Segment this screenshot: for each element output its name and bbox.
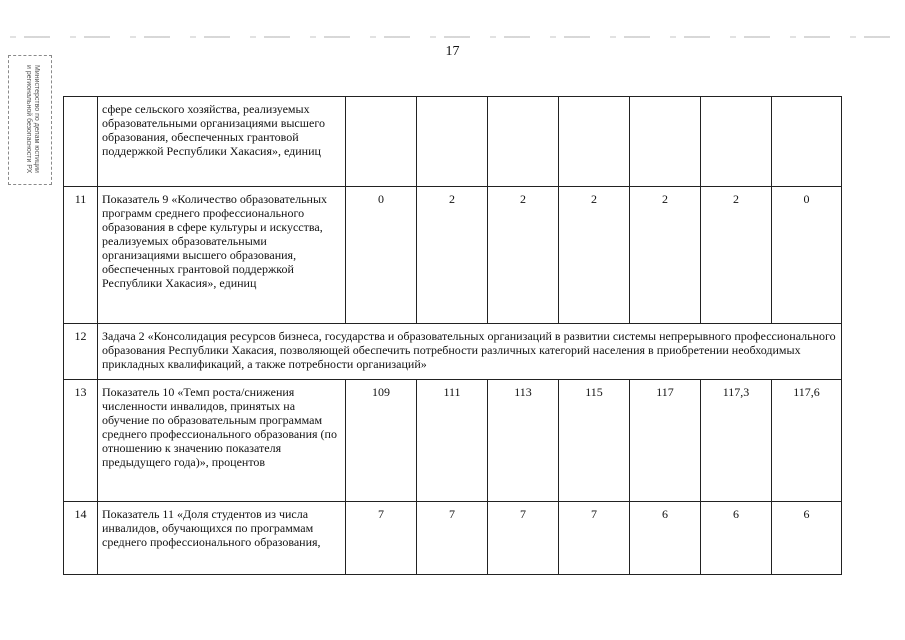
indicator-value: [559, 97, 630, 187]
row-number: 14: [64, 502, 98, 575]
indicator-description: Показатель 11 «Доля студентов из числа инвалидов, обучающихся по программам среднего профессионального образования,: [98, 502, 346, 575]
indicator-value: 0: [772, 187, 842, 324]
task-description: Задача 2 «Консолидация ресурсов бизнеса, государства и образовательных организаций в развитии системы непрерывного профессионального образования Республики Хакасия, позволяющей обеспечить потребности различных категорий населения в приобретении необходимых прикладных квалификаций, а также потребности организаций»: [98, 324, 842, 380]
indicator-value: 117: [630, 380, 701, 502]
indicator-value: [701, 97, 772, 187]
indicators-table: [63, 96, 842, 575]
indicator-value: [417, 97, 488, 187]
indicator-value: 6: [701, 502, 772, 575]
indicator-value: 2: [559, 187, 630, 324]
indicator-value: 2: [701, 187, 772, 324]
indicator-value: 115: [559, 380, 630, 502]
indicator-value: [346, 97, 417, 187]
indicator-value: 113: [488, 380, 559, 502]
table-row: [64, 324, 842, 380]
indicator-description: сфере сельского хозяйства, реализуемых образовательными организациями высшего образования, обеспеченных грантовой поддержкой Республики Хакасия», единиц: [98, 97, 346, 187]
indicator-value: 117,3: [701, 380, 772, 502]
indicator-value: [488, 97, 559, 187]
indicator-value: [630, 97, 701, 187]
indicator-value: 2: [417, 187, 488, 324]
indicator-value: 7: [559, 502, 630, 575]
indicator-value: 111: [417, 380, 488, 502]
row-number: 11: [64, 187, 98, 324]
indicator-value: 109: [346, 380, 417, 502]
table-row: [64, 380, 842, 502]
table-row: [64, 502, 842, 575]
indicator-value: 7: [346, 502, 417, 575]
table-row: [64, 187, 842, 324]
indicator-value: 2: [630, 187, 701, 324]
indicator-value: 2: [488, 187, 559, 324]
indicator-value: 7: [417, 502, 488, 575]
scan-top-marks: [10, 36, 900, 38]
table-row: [64, 97, 842, 187]
indicator-value: 6: [772, 502, 842, 575]
registration-stamp-text: Министерство по делам юстиции и региональной безопасности РХ: [25, 65, 40, 174]
indicator-value: [772, 97, 842, 187]
indicator-description: Показатель 9 «Количество образовательных программ среднего профессионального образования в сфере культуры и искусства, реализуемых образовательными организациями высшего образования, обеспеченных грантовой поддержкой Республики Хакасия», единиц: [98, 187, 346, 324]
row-number: [64, 97, 98, 187]
row-number: 13: [64, 380, 98, 502]
page-number: 17: [445, 44, 460, 59]
indicator-value: 0: [346, 187, 417, 324]
indicator-value: 117,6: [772, 380, 842, 502]
row-number: 12: [64, 324, 98, 380]
indicator-value: 6: [630, 502, 701, 575]
indicator-description: Показатель 10 «Темп роста/снижения численности инвалидов, принятых на обучение по образовательным программам среднего профессионального образования (по отношению к значению показателя предыдущего года)», процентов: [98, 380, 346, 502]
indicator-value: 7: [488, 502, 559, 575]
